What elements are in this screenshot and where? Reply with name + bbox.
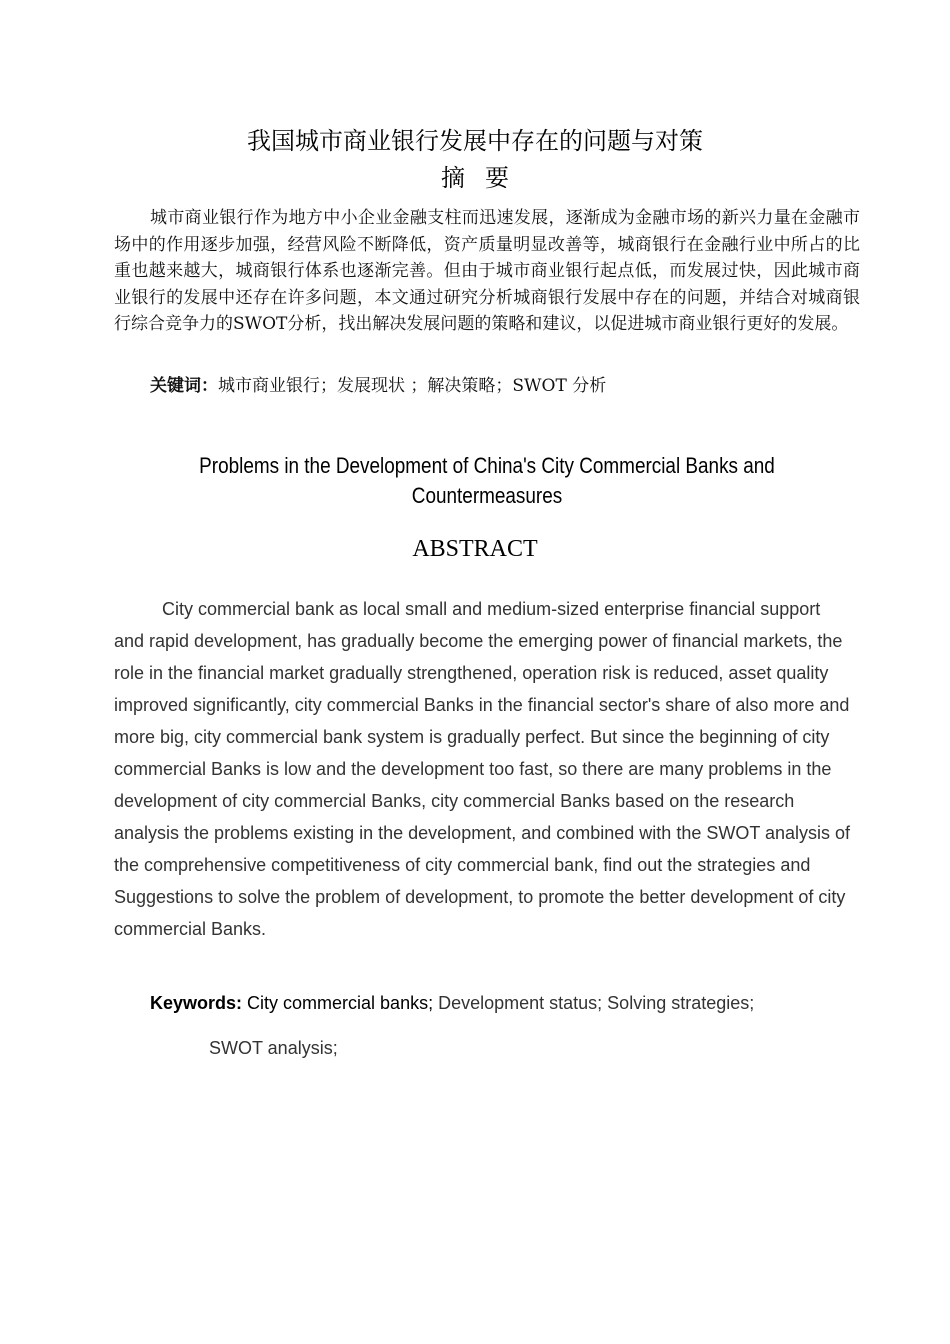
en-title: Problems in the Development of China's City Commercial Banks and Countermeasures bbox=[199, 453, 775, 508]
cn-keywords bbox=[150, 373, 870, 399]
en-keywords-label: Keywords: bbox=[150, 993, 243, 1013]
cn-title: 我国城市商业银行发展中存在的问题与对策 bbox=[247, 127, 703, 155]
en-keywords-first: City commercial banks; bbox=[242, 993, 434, 1013]
cn-abstract-body: 城市商业银行作为地方中小企业金融支柱而迅速发展，逐渐成为金融市场的新兴力量在金融市场中的作用逐步加强，经营风险不断降低，资产质量明显改善等，城商银行在金融行业中所占的比重也越来越大，城商银行体系也逐渐完善。但由于城市商业银行起点低，而发展过快，因此城市商业银行的发展中还存在许多问题，本文通过研究分析城商银行发展中存在的问题，并结合对城商银行综合竞争力的SWOT分析，找出解决发展问题的策略和建议，以促进城市商业银行更好的发展。 bbox=[114, 208, 860, 334]
cn-keywords-label: 关键词： bbox=[150, 376, 218, 396]
cn-keywords-text: 城市商业银行；发展现状 ；解决策略；SWOT 分析 bbox=[218, 376, 607, 396]
en-keywords-rest: Development status; Solving strategies; bbox=[433, 993, 755, 1013]
en-keywords bbox=[150, 989, 870, 1017]
cn-abstract-heading: 摘要 bbox=[441, 164, 529, 192]
en-abstract-body: City commercial bank as local small and medium-sized enterprise financial support and rapid development, has gradually become the emerging power of financial markets, the role in the financial market gradually strengthened, operation risk is reduced, asset quality improved significantly, city commercial Banks in the financial sector's share of also more and more big, city commercial bank system is gradually perfect. But since the beginning of city commercial Banks is low and the development too fast, so there are many problems in the development of city commercial Banks, city commercial Banks based on the research analysis the problems existing in the development, and combined with the SWOT analysis of the comprehensive competitiveness of city commercial bank, find out the strategies and Suggestions to solve the problem of development, to promote the better development of city commercial Banks. bbox=[114, 599, 851, 939]
en-abstract-heading: ABSTRACT bbox=[412, 536, 538, 562]
en-keywords-continuation: SWOT analysis; bbox=[209, 1038, 338, 1058]
